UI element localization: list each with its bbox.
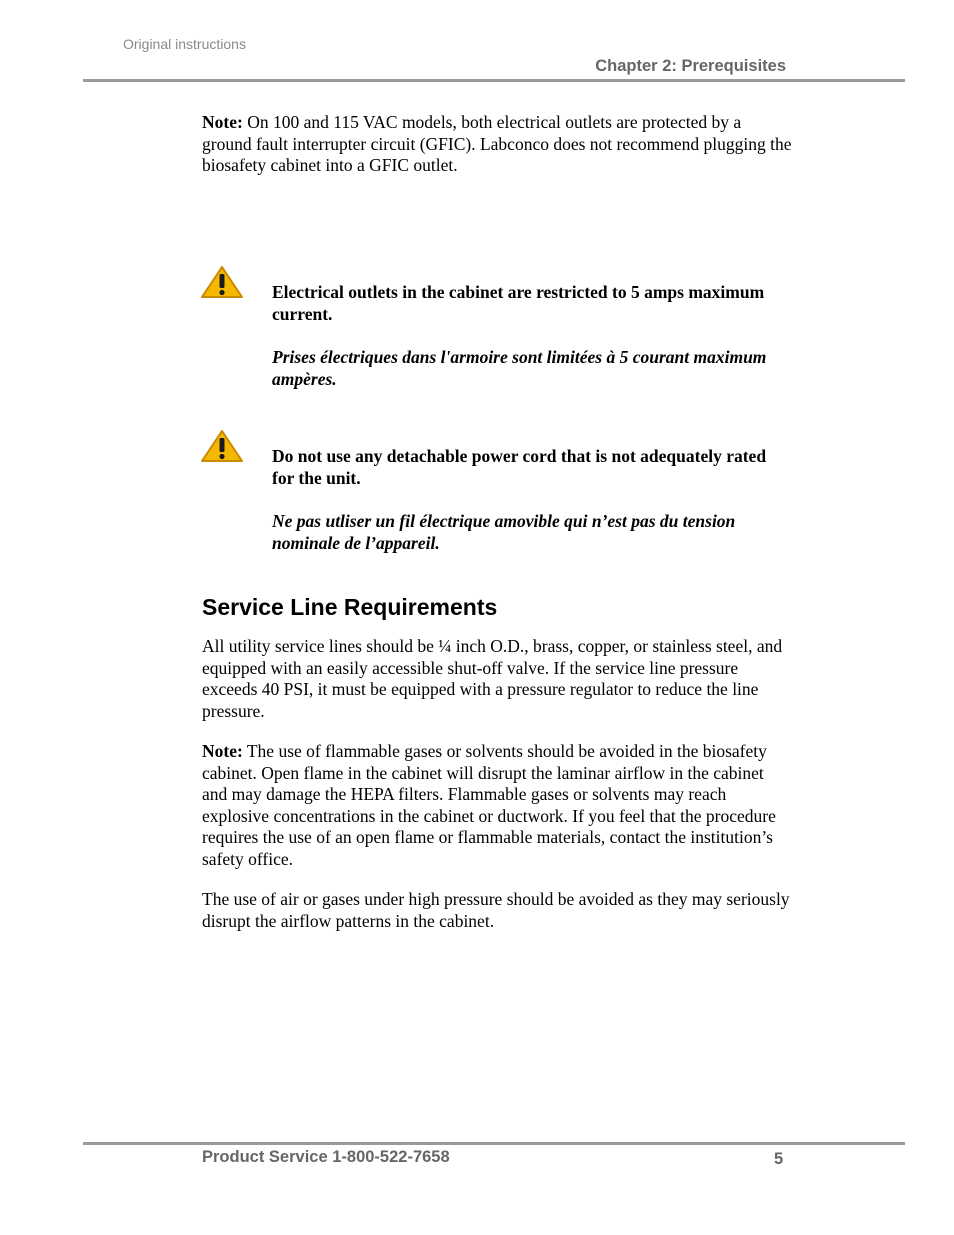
- header-rule: [83, 79, 905, 82]
- note-text: On 100 and 115 VAC models, both electrical outlets are protected by a ground fault interrupter circuit (GFIC). Labconco does not recommend plugging the biosafety cabinet into a GFIC outlet.: [202, 112, 792, 176]
- service-line-paragraph: All utility service lines should be ¼ inch O.D., brass, copper, or stainless steel, and equipped with an easily accessible shut-off valve. If the service line pressure exceeds 40 PSI, it must be equipped with a pressure regulator to reduce the line pressure.: [202, 636, 783, 721]
- note-gfic: [202, 112, 792, 177]
- product-service-phone: Product Service 1-800-522-7658: [202, 1148, 450, 1166]
- note-text: The use of flammable gases or solvents should be avoided in the biosafety cabinet. Open flame in the cabinet will disrupt the laminar airflow in the cabinet and may damage the HEPA filters. Flammable gases or solvents may reach explosive concentrations in the cabinet or ductwork. If you feel that the procedure requires the use of an open flame or flammable materials, contact the institution’s safety office.: [202, 741, 776, 869]
- warning-text-fr: Prises électriques dans l'armoire sont limitées à 5 courant maximum ampères.: [272, 347, 767, 389]
- high-pressure-paragraph: The use of air or gases under high pressure should be avoided as they may seriously disrupt the airflow patterns in the cabinet.: [202, 889, 790, 931]
- warning-text-en: Electrical outlets in the cabinet are restricted to 5 amps maximum current.: [272, 282, 765, 324]
- warning-text-en: Do not use any detachable power cord that is not adequately rated for the unit.: [272, 446, 767, 488]
- section-heading: Service Line Requirements: [202, 594, 498, 620]
- chapter-title: Chapter 2: Prerequisites: [595, 57, 786, 75]
- warning-text-fr: Ne pas utliser un fil électrique amovible qui n’est pas du tension nominale de l’appareil.: [272, 511, 736, 553]
- warning-icon: [200, 429, 244, 463]
- footer-rule: [83, 1142, 905, 1145]
- note-label: Note:: [202, 112, 243, 132]
- original-instructions-label: Original instructions: [123, 36, 246, 52]
- page-number: 5: [774, 1150, 784, 1168]
- note-label: Note:: [202, 741, 243, 761]
- note-flammable: [202, 741, 792, 871]
- warning-icon: [200, 265, 244, 299]
